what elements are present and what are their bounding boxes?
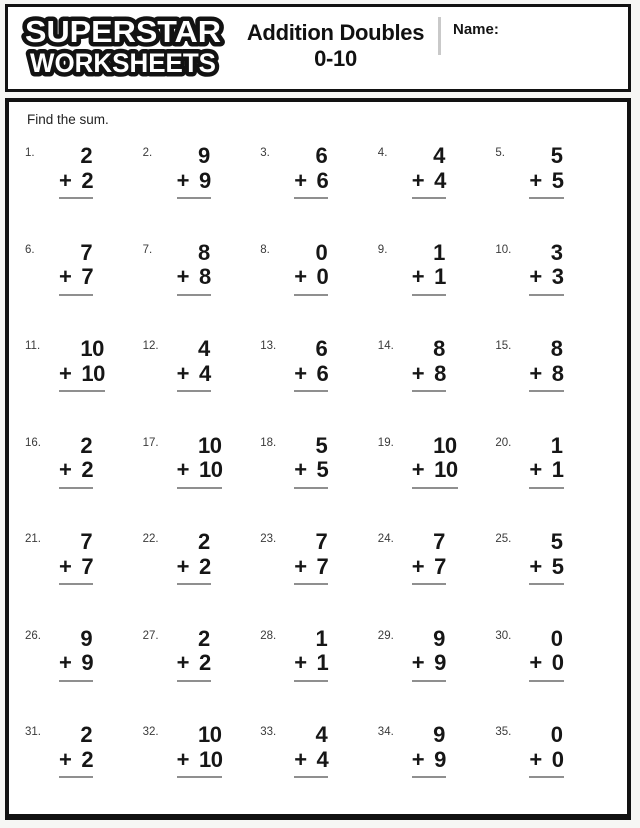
problem-cell: [25, 421, 143, 518]
bottom-addend: 8: [434, 360, 446, 386]
top-addend: 5: [550, 143, 563, 168]
problem-stack: [177, 530, 211, 585]
answer-write-line[interactable]: [294, 776, 328, 778]
bottom-addend: 5: [316, 457, 329, 483]
problem-number: 8.: [260, 243, 270, 256]
answer-write-line[interactable]: [412, 776, 446, 778]
name-write-area[interactable]: [499, 17, 628, 51]
problem-number: 22.: [142, 533, 159, 545]
top-addend: 1: [315, 625, 328, 651]
problem-stack: [59, 337, 105, 392]
worksheet-title-line1: Addition Doubles: [246, 20, 425, 45]
problem-number: 3.: [260, 147, 270, 159]
top-addend: 8: [197, 239, 210, 265]
problem-stack: [529, 627, 563, 682]
problem-cell: [25, 131, 143, 228]
top-addend: 1: [433, 239, 445, 265]
problem-cell: [378, 614, 496, 711]
problem-stack: [294, 627, 328, 682]
problem-number: 25.: [495, 533, 512, 545]
plus-sign-icon: +: [411, 746, 425, 772]
answer-write-line[interactable]: [412, 197, 446, 199]
plus-sign-icon: +: [529, 360, 542, 386]
problem-stack: [529, 337, 563, 392]
bottom-addend: 8: [198, 264, 211, 290]
top-addend: 3: [550, 239, 563, 265]
problem-stack: [529, 241, 563, 296]
answer-write-line[interactable]: [412, 487, 458, 489]
superstar-worksheets-logo: [8, 7, 233, 89]
top-addend: 4: [197, 336, 210, 361]
problem-stack: [59, 434, 93, 489]
problem-stack: [412, 723, 446, 778]
plus-sign-icon: +: [294, 360, 307, 386]
top-addend: 10: [197, 722, 222, 747]
problem-number: 19.: [377, 436, 394, 449]
problem-cell: [260, 614, 378, 711]
problem-number: 16.: [25, 436, 41, 449]
problem-stack: [59, 627, 93, 682]
top-addend: 4: [315, 722, 328, 747]
top-addend: 5: [315, 432, 328, 458]
problem-stack: [294, 530, 328, 585]
problem-cell: [25, 228, 143, 325]
bottom-addend: 10: [434, 457, 458, 483]
problem-cell: [143, 614, 261, 711]
top-addend: 7: [315, 529, 328, 554]
problem-cell: [495, 710, 613, 807]
problem-number: 18.: [260, 436, 277, 449]
answer-write-line[interactable]: [529, 680, 563, 682]
answer-write-line[interactable]: [294, 390, 328, 392]
plus-sign-icon: +: [411, 167, 425, 193]
answer-write-line[interactable]: [529, 390, 563, 392]
problem-stack: [529, 434, 563, 489]
bottom-addend: 1: [434, 264, 446, 290]
plus-sign-icon: +: [59, 457, 72, 483]
top-addend: 7: [80, 529, 93, 554]
plus-sign-icon: +: [176, 457, 189, 483]
answer-write-line[interactable]: [294, 294, 328, 296]
plus-sign-icon: +: [529, 264, 542, 290]
problem-number: 20.: [495, 436, 512, 449]
top-addend: 0: [315, 239, 328, 265]
worksheet-title-line2: 0-10: [314, 46, 357, 72]
problem-number: 26.: [25, 629, 41, 642]
problem-number: 17.: [142, 436, 159, 449]
bottom-addend: 0: [316, 264, 329, 290]
problem-number: 21.: [25, 533, 41, 545]
problem-stack: [412, 241, 446, 296]
top-addend: 4: [433, 143, 445, 168]
problem-stack: [529, 530, 563, 585]
answer-write-line[interactable]: [59, 776, 93, 778]
top-addend: 2: [197, 529, 210, 554]
bottom-addend: 9: [434, 650, 446, 676]
bottom-addend: 7: [81, 264, 94, 290]
bottom-addend: 3: [551, 264, 564, 290]
top-addend: 0: [550, 625, 563, 651]
top-addend: 6: [315, 336, 328, 361]
answer-write-line[interactable]: [529, 487, 563, 489]
bottom-addend: 0: [551, 650, 564, 676]
problem-number: 14.: [377, 340, 394, 352]
problem-number: 23.: [260, 533, 277, 545]
bottom-addend: 9: [434, 746, 446, 772]
answer-write-line[interactable]: [294, 583, 328, 585]
plus-sign-icon: +: [176, 264, 189, 290]
problem-stack: [412, 337, 446, 392]
bottom-addend: 8: [551, 360, 564, 386]
top-addend: 10: [197, 432, 222, 458]
problem-number: 29.: [377, 629, 394, 642]
plus-sign-icon: +: [529, 553, 542, 579]
problem-stack: [177, 723, 223, 778]
problem-cell: [495, 228, 613, 325]
bottom-addend: 2: [198, 553, 211, 579]
problem-number: 5.: [495, 147, 505, 159]
plus-sign-icon: +: [411, 360, 425, 386]
bottom-addend: 10: [81, 360, 105, 386]
problem-cell: [378, 517, 496, 614]
plus-sign-icon: +: [59, 360, 72, 386]
problem-stack: [294, 241, 328, 296]
problem-number: 30.: [495, 629, 512, 642]
problem-cell: [495, 614, 613, 711]
problem-stack: [294, 723, 328, 778]
name-label: Name:: [453, 21, 499, 38]
problem-cell: [495, 421, 613, 518]
plus-sign-icon: +: [176, 553, 189, 579]
plus-sign-icon: +: [411, 553, 425, 579]
answer-write-line[interactable]: [59, 197, 93, 199]
problem-cell: [495, 324, 613, 421]
problem-number: 35.: [495, 726, 512, 738]
bottom-addend: 1: [316, 650, 329, 676]
answer-write-line[interactable]: [177, 776, 223, 778]
answer-write-line[interactable]: [177, 390, 211, 392]
bottom-addend: 4: [198, 360, 211, 386]
problem-cell: [143, 324, 261, 421]
answer-write-line[interactable]: [412, 583, 446, 585]
problem-stack: [59, 530, 93, 585]
top-addend: 2: [80, 722, 93, 747]
bottom-addend: 4: [434, 167, 446, 193]
plus-sign-icon: +: [59, 650, 72, 676]
plus-sign-icon: +: [294, 457, 307, 483]
plus-sign-icon: +: [529, 457, 542, 483]
problem-number: 27.: [142, 629, 159, 642]
problem-stack: [177, 627, 211, 682]
bottom-addend: 2: [81, 746, 94, 772]
problem-stack: [177, 434, 223, 489]
problem-cell: [378, 228, 496, 325]
top-addend: 6: [315, 143, 328, 168]
answer-write-line[interactable]: [59, 294, 93, 296]
problem-cell: [25, 517, 143, 614]
problem-stack: [59, 723, 93, 778]
problem-cell: [495, 517, 613, 614]
plus-sign-icon: +: [59, 264, 72, 290]
plus-sign-icon: +: [294, 746, 307, 772]
problem-cell: [260, 131, 378, 228]
answer-write-line[interactable]: [177, 294, 211, 296]
top-addend: 10: [80, 336, 104, 361]
problem-stack: [59, 144, 93, 199]
problem-number: 1.: [25, 147, 35, 159]
top-addend: 9: [197, 143, 210, 168]
problem-stack: [412, 627, 446, 682]
problem-number: 32.: [142, 726, 159, 738]
problem-cell: [260, 710, 378, 807]
bottom-addend: 7: [434, 553, 446, 579]
bottom-addend: 10: [198, 746, 223, 772]
problem-cell: [378, 131, 496, 228]
plus-sign-icon: +: [59, 746, 72, 772]
problem-number: 2.: [142, 147, 153, 159]
problem-stack: [294, 144, 328, 199]
instruction-text: Find the sum.: [27, 112, 109, 127]
plus-sign-icon: +: [294, 553, 307, 579]
logo-icon: [18, 12, 228, 84]
plus-sign-icon: +: [294, 650, 307, 676]
problem-number: 15.: [495, 340, 512, 352]
problem-number: 10.: [495, 243, 512, 256]
top-addend: 7: [80, 239, 93, 265]
problem-stack: [177, 144, 211, 199]
answer-write-line[interactable]: [177, 680, 211, 682]
problem-number: 31.: [25, 726, 41, 738]
bottom-addend: 10: [198, 457, 223, 483]
answer-write-line[interactable]: [59, 487, 93, 489]
problem-stack: [177, 337, 211, 392]
problem-number: 28.: [260, 629, 277, 642]
answer-write-line[interactable]: [59, 680, 93, 682]
problems-grid: [25, 131, 613, 807]
problem-number: 6.: [25, 243, 35, 256]
answer-write-line[interactable]: [177, 197, 211, 199]
plus-sign-icon: +: [176, 650, 189, 676]
bottom-addend: 7: [316, 553, 329, 579]
problem-cell: [143, 421, 261, 518]
problem-stack: [177, 241, 211, 296]
problem-number: 4.: [377, 147, 388, 159]
top-addend: 0: [550, 722, 563, 747]
answer-write-line[interactable]: [529, 776, 563, 778]
problem-cell: [260, 421, 378, 518]
problem-cell: [260, 517, 378, 614]
problem-cell: [378, 421, 496, 518]
top-addend: 2: [80, 143, 93, 168]
problem-number: 7.: [142, 243, 153, 256]
problem-cell: [143, 710, 261, 807]
bottom-addend: 6: [316, 360, 329, 386]
problem-cell: [25, 614, 143, 711]
plus-sign-icon: +: [411, 457, 425, 483]
bottom-addend: 9: [198, 167, 211, 193]
answer-write-line[interactable]: [412, 680, 446, 682]
top-addend: 5: [550, 529, 563, 554]
name-divider-line: [438, 17, 441, 55]
top-addend: 7: [433, 529, 445, 554]
bottom-addend: 2: [81, 167, 94, 193]
logo-line1: SUPERSTAR: [24, 14, 221, 49]
bottom-addend: 5: [551, 553, 564, 579]
top-addend: 9: [433, 722, 445, 747]
problem-cell: [378, 710, 496, 807]
bottom-addend: 7: [81, 553, 94, 579]
top-addend: 2: [197, 625, 210, 651]
logo-line2: WORKSHEETS: [29, 48, 216, 78]
problem-cell: [378, 324, 496, 421]
problem-number: 11.: [25, 340, 41, 352]
answer-write-line[interactable]: [59, 583, 93, 585]
top-addend: 10: [433, 432, 457, 458]
problem-number: 34.: [377, 726, 394, 738]
top-addend: 9: [80, 625, 93, 651]
plus-sign-icon: +: [176, 746, 189, 772]
answer-write-line[interactable]: [529, 294, 563, 296]
name-section: [438, 7, 628, 89]
top-addend: 8: [550, 336, 563, 361]
answer-write-line[interactable]: [59, 390, 105, 392]
plus-sign-icon: +: [529, 650, 542, 676]
problem-stack: [412, 530, 446, 585]
problem-stack: [294, 337, 328, 392]
problem-cell: [143, 517, 261, 614]
plus-sign-icon: +: [59, 167, 72, 193]
problem-cell: [25, 324, 143, 421]
page-title: [233, 7, 438, 89]
problem-number: 33.: [260, 726, 277, 738]
plus-sign-icon: +: [411, 264, 425, 290]
worksheet-body: [5, 98, 631, 820]
bottom-addend: 2: [198, 650, 211, 676]
plus-sign-icon: +: [176, 360, 189, 386]
problem-cell: [260, 324, 378, 421]
problem-cell: [143, 228, 261, 325]
problem-number: 12.: [142, 340, 159, 352]
problem-stack: [529, 144, 563, 199]
problem-cell: [25, 710, 143, 807]
plus-sign-icon: +: [59, 553, 72, 579]
problem-number: 24.: [377, 533, 394, 545]
bottom-addend: 4: [316, 746, 329, 772]
problem-cell: [260, 228, 378, 325]
top-addend: 1: [550, 432, 563, 458]
problem-stack: [412, 434, 458, 489]
answer-write-line[interactable]: [529, 583, 563, 585]
top-addend: 2: [80, 432, 93, 458]
answer-write-line[interactable]: [529, 197, 563, 199]
bottom-addend: 5: [551, 167, 564, 193]
bottom-addend: 1: [551, 457, 564, 483]
plus-sign-icon: +: [176, 167, 189, 193]
bottom-addend: 9: [81, 650, 94, 676]
answer-write-line[interactable]: [294, 487, 328, 489]
bottom-addend: 6: [316, 167, 329, 193]
top-addend: 9: [433, 625, 445, 651]
problem-cell: [143, 131, 261, 228]
answer-write-line[interactable]: [294, 197, 328, 199]
plus-sign-icon: +: [294, 264, 307, 290]
bottom-addend: 2: [81, 457, 94, 483]
bottom-addend: 0: [551, 746, 564, 772]
problem-cell: [495, 131, 613, 228]
problem-number: 13.: [260, 340, 277, 352]
answer-write-line[interactable]: [294, 680, 328, 682]
answer-write-line[interactable]: [412, 390, 446, 392]
problem-stack: [412, 144, 446, 199]
problem-number: 9.: [377, 243, 388, 256]
top-addend: 8: [433, 336, 445, 361]
answer-write-line[interactable]: [412, 294, 446, 296]
plus-sign-icon: +: [411, 650, 425, 676]
problem-stack: [529, 723, 563, 778]
worksheet-header: [5, 4, 631, 92]
answer-write-line[interactable]: [177, 583, 211, 585]
plus-sign-icon: +: [294, 167, 307, 193]
plus-sign-icon: +: [529, 167, 542, 193]
problem-stack: [294, 434, 328, 489]
problem-stack: [59, 241, 93, 296]
answer-write-line[interactable]: [177, 487, 223, 489]
plus-sign-icon: +: [529, 746, 542, 772]
